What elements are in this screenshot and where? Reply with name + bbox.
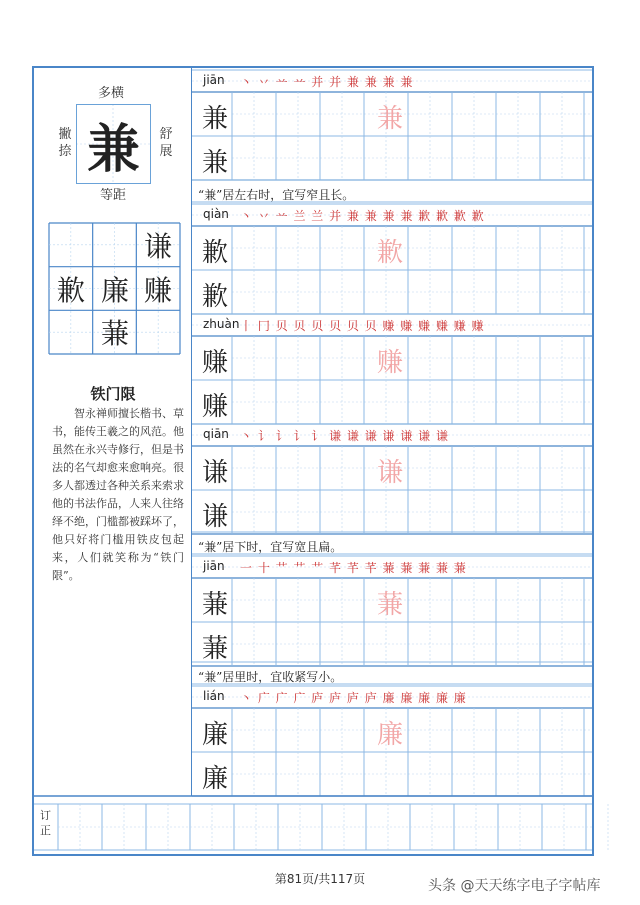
watermark: 头条 @天天练字电子字帖库: [428, 878, 601, 894]
stroke-order: 丶 广 广 广 庐 庐 庐 庐 廉 廉 廉 廉 廉: [240, 691, 467, 705]
example-char: 歉: [56, 274, 85, 307]
model-character: 蒹: [201, 590, 228, 620]
example-char: 廉: [100, 274, 129, 307]
card-top-label: 多横: [98, 86, 125, 101]
pinyin: zhuàn: [203, 317, 240, 331]
tip-text: “兼”居下时，宜写宽且扁。: [198, 540, 343, 554]
example-char: 赚: [143, 274, 172, 307]
pinyin: jiān: [203, 559, 225, 573]
example-char: 蒹: [100, 317, 129, 350]
correction-label: 订正: [40, 809, 51, 837]
trace-character: 兼: [376, 104, 403, 134]
example-char: 谦: [143, 230, 172, 263]
example-grid: [49, 223, 180, 354]
trace-character: 赚: [376, 348, 403, 378]
pinyin: lián: [203, 689, 225, 703]
tip-text: “兼”居里时，宜收紧写小。: [198, 670, 343, 684]
card-bottom-label: 等距: [100, 188, 127, 203]
model-character: 兼: [201, 104, 228, 134]
trace-character: 廉: [376, 720, 403, 750]
model-character: 歉: [201, 238, 228, 268]
model-character: 谦: [201, 458, 228, 488]
pinyin: jiān: [203, 73, 225, 87]
card-right-label: 舒展: [159, 127, 173, 159]
stroke-order: 丨 冂 贝 贝 贝 贝 贝 贝 赚 赚 赚 赚 赚 赚: [240, 319, 485, 333]
stroke-order: 丶 丷 䒑 兰 兰 并 兼 兼 兼 兼 歉 歉 歉 歉: [240, 209, 485, 223]
story-title: 铁门限: [90, 385, 136, 403]
model-character: 廉: [201, 720, 228, 750]
card-character: 兼: [87, 118, 140, 180]
model-character: 蒹: [201, 634, 228, 664]
model-character: 歉: [201, 282, 228, 312]
stroke-order: 丶 讠 讠 讠 讠 谦 谦 谦 谦 谦 谦 谦: [240, 429, 449, 443]
model-character: 兼: [201, 148, 228, 178]
trace-character: 歉: [376, 238, 403, 268]
stroke-order: 一 十 艹 艹 艹 芊 芊 芊 蒹 蒹 蒹 蒹 蒹: [240, 561, 467, 575]
pinyin: qiàn: [203, 207, 229, 221]
page-footer: 第81页/共117页: [274, 872, 366, 886]
tip-text: “兼”居左右时，宜写窄且长。: [198, 188, 355, 202]
trace-character: 蒹: [376, 590, 403, 620]
model-character: 赚: [201, 348, 228, 378]
model-character: 廉: [201, 764, 228, 794]
model-character: 谦: [201, 502, 228, 532]
card-left-label: 撇捺: [58, 127, 72, 159]
pinyin: qiān: [203, 427, 229, 441]
stroke-order: 丶 丷 䒑 䒑 并 并 兼 兼 兼 兼: [240, 75, 414, 89]
trace-character: 谦: [376, 458, 403, 488]
story-text: 智永禅师擅长楷书、草书，能传王羲之的风范。他虽然在永兴寺修行，但是书法的名气却愈来愈响亮。很多人都透过各种关系来索求他的书法作品，人来人往络绎不绝，门槛都被踩坏了，他只好将门槛用铁皮包起来，人们就笑称为“铁门限”。: [52, 407, 184, 582]
model-character: 赚: [201, 392, 228, 422]
